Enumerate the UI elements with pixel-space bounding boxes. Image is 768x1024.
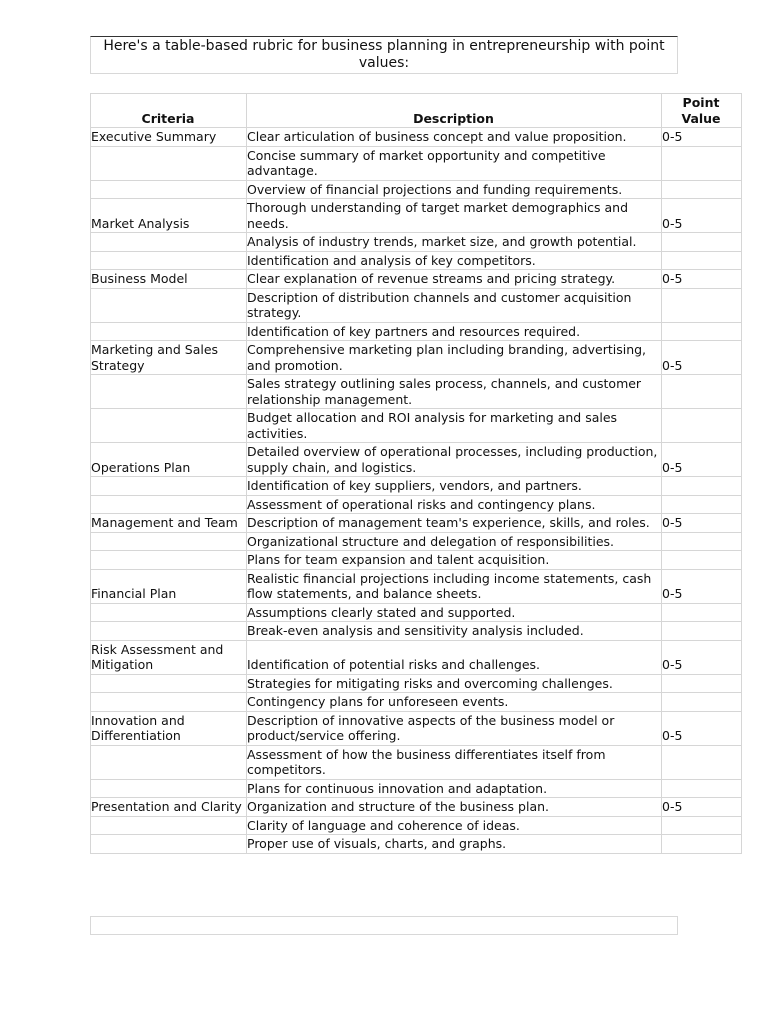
point-value-cell: 0-5 bbox=[662, 270, 742, 289]
page-title: Here's a table-based rubric for business planning in entrepreneurship with point values: bbox=[90, 36, 678, 74]
description-cell: Overview of financial projections and funding requirements. bbox=[247, 180, 662, 199]
table-row bbox=[91, 551, 742, 570]
description-cell: Budget allocation and ROI analysis for marketing and sales activities. bbox=[247, 409, 662, 443]
table-header-row bbox=[91, 94, 742, 128]
table-row bbox=[91, 251, 742, 270]
description-cell: Identification of key partners and resources required. bbox=[247, 322, 662, 341]
criteria-cell: Business Model bbox=[91, 270, 247, 289]
table-row bbox=[91, 779, 742, 798]
table-row bbox=[91, 341, 742, 375]
header-point-value: Point Value bbox=[662, 94, 742, 128]
point-value-cell: 0-5 bbox=[662, 711, 742, 745]
criteria-cell: Risk Assessment and Mitigation bbox=[91, 640, 247, 674]
criteria-cell bbox=[91, 693, 247, 712]
description-cell: Proper use of visuals, charts, and graphs. bbox=[247, 835, 662, 854]
point-value-cell: 0-5 bbox=[662, 569, 742, 603]
table-row bbox=[91, 816, 742, 835]
point-value-cell bbox=[662, 375, 742, 409]
table-row bbox=[91, 288, 742, 322]
criteria-cell bbox=[91, 375, 247, 409]
table-row bbox=[91, 532, 742, 551]
table-row bbox=[91, 233, 742, 252]
description-cell: Plans for team expansion and talent acquisition. bbox=[247, 551, 662, 570]
description-cell: Strategies for mitigating risks and overcoming challenges. bbox=[247, 674, 662, 693]
table-row bbox=[91, 443, 742, 477]
point-value-cell: 0-5 bbox=[662, 640, 742, 674]
description-cell: Plans for continuous innovation and adaptation. bbox=[247, 779, 662, 798]
criteria-cell bbox=[91, 495, 247, 514]
table-row bbox=[91, 514, 742, 533]
table-row bbox=[91, 569, 742, 603]
rubric-table bbox=[90, 93, 742, 854]
table-row bbox=[91, 640, 742, 674]
description-cell: Assumptions clearly stated and supported. bbox=[247, 603, 662, 622]
criteria-cell: Innovation and Differentiation bbox=[91, 711, 247, 745]
description-cell: Thorough understanding of target market demographics and needs. bbox=[247, 199, 662, 233]
criteria-cell bbox=[91, 251, 247, 270]
criteria-cell: Financial Plan bbox=[91, 569, 247, 603]
rubric-body bbox=[91, 128, 742, 854]
description-cell: Description of innovative aspects of the business model or product/service offering. bbox=[247, 711, 662, 745]
point-value-cell: 0-5 bbox=[662, 341, 742, 375]
point-value-cell: 0-5 bbox=[662, 443, 742, 477]
point-value-cell bbox=[662, 779, 742, 798]
criteria-cell bbox=[91, 477, 247, 496]
table-row bbox=[91, 798, 742, 817]
table-row bbox=[91, 674, 742, 693]
criteria-cell bbox=[91, 233, 247, 252]
point-value-cell bbox=[662, 603, 742, 622]
criteria-cell bbox=[91, 322, 247, 341]
criteria-cell: Marketing and Sales Strategy bbox=[91, 341, 247, 375]
description-cell: Comprehensive marketing plan including branding, advertising, and promotion. bbox=[247, 341, 662, 375]
criteria-cell bbox=[91, 674, 247, 693]
table-row bbox=[91, 603, 742, 622]
description-cell: Organizational structure and delegation of responsibilities. bbox=[247, 532, 662, 551]
criteria-cell bbox=[91, 551, 247, 570]
description-cell: Description of management team's experience, skills, and roles. bbox=[247, 514, 662, 533]
criteria-cell bbox=[91, 180, 247, 199]
table-row bbox=[91, 409, 742, 443]
description-cell: Realistic financial projections including income statements, cash flow statements, and balance sheets. bbox=[247, 569, 662, 603]
point-value-cell bbox=[662, 745, 742, 779]
point-value-cell bbox=[662, 251, 742, 270]
table-row bbox=[91, 199, 742, 233]
point-value-cell bbox=[662, 233, 742, 252]
point-value-cell bbox=[662, 409, 742, 443]
point-value-cell bbox=[662, 693, 742, 712]
point-value-cell bbox=[662, 816, 742, 835]
point-value-cell bbox=[662, 146, 742, 180]
table-row bbox=[91, 322, 742, 341]
criteria-cell bbox=[91, 816, 247, 835]
table-row bbox=[91, 693, 742, 712]
point-value-cell bbox=[662, 477, 742, 496]
criteria-cell: Executive Summary bbox=[91, 128, 247, 147]
header-description: Description bbox=[247, 94, 662, 128]
description-cell: Identification of potential risks and challenges. bbox=[247, 640, 662, 674]
description-cell: Identification of key suppliers, vendors, and partners. bbox=[247, 477, 662, 496]
table-row bbox=[91, 622, 742, 641]
point-value-cell bbox=[662, 622, 742, 641]
table-row bbox=[91, 270, 742, 289]
criteria-cell bbox=[91, 779, 247, 798]
table-row bbox=[91, 128, 742, 147]
table-row bbox=[91, 146, 742, 180]
point-value-cell bbox=[662, 551, 742, 570]
table-row bbox=[91, 495, 742, 514]
criteria-cell bbox=[91, 288, 247, 322]
table-row bbox=[91, 375, 742, 409]
description-cell: Contingency plans for unforeseen events. bbox=[247, 693, 662, 712]
criteria-cell bbox=[91, 745, 247, 779]
table-row bbox=[91, 477, 742, 496]
table-row bbox=[91, 711, 742, 745]
point-value-cell bbox=[662, 835, 742, 854]
point-value-cell bbox=[662, 532, 742, 551]
criteria-cell bbox=[91, 622, 247, 641]
footer-box bbox=[90, 916, 678, 935]
description-cell: Detailed overview of operational processes, including production, supply chain, and logistics. bbox=[247, 443, 662, 477]
description-cell: Description of distribution channels and customer acquisition strategy. bbox=[247, 288, 662, 322]
description-cell: Identification and analysis of key competitors. bbox=[247, 251, 662, 270]
point-value-cell bbox=[662, 288, 742, 322]
point-value-cell: 0-5 bbox=[662, 199, 742, 233]
criteria-cell: Management and Team bbox=[91, 514, 247, 533]
criteria-cell: Market Analysis bbox=[91, 199, 247, 233]
description-cell: Assessment of operational risks and contingency plans. bbox=[247, 495, 662, 514]
criteria-cell: Operations Plan bbox=[91, 443, 247, 477]
point-value-cell: 0-5 bbox=[662, 128, 742, 147]
table-row bbox=[91, 745, 742, 779]
description-cell: Break-even analysis and sensitivity analysis included. bbox=[247, 622, 662, 641]
description-cell: Clarity of language and coherence of ideas. bbox=[247, 816, 662, 835]
header-criteria: Criteria bbox=[91, 94, 247, 128]
description-cell: Clear articulation of business concept and value proposition. bbox=[247, 128, 662, 147]
point-value-cell: 0-5 bbox=[662, 514, 742, 533]
description-cell: Clear explanation of revenue streams and pricing strategy. bbox=[247, 270, 662, 289]
criteria-cell bbox=[91, 409, 247, 443]
description-cell: Assessment of how the business differentiates itself from competitors. bbox=[247, 745, 662, 779]
description-cell: Analysis of industry trends, market size, and growth potential. bbox=[247, 233, 662, 252]
criteria-cell bbox=[91, 603, 247, 622]
point-value-cell bbox=[662, 322, 742, 341]
table-row bbox=[91, 835, 742, 854]
point-value-cell bbox=[662, 180, 742, 199]
description-cell: Organization and structure of the business plan. bbox=[247, 798, 662, 817]
criteria-cell bbox=[91, 532, 247, 551]
description-cell: Sales strategy outlining sales process, channels, and customer relationship management. bbox=[247, 375, 662, 409]
criteria-cell bbox=[91, 146, 247, 180]
point-value-cell bbox=[662, 674, 742, 693]
point-value-cell bbox=[662, 495, 742, 514]
description-cell: Concise summary of market opportunity and competitive advantage. bbox=[247, 146, 662, 180]
table-row bbox=[91, 180, 742, 199]
criteria-cell: Presentation and Clarity bbox=[91, 798, 247, 817]
criteria-cell bbox=[91, 835, 247, 854]
point-value-cell: 0-5 bbox=[662, 798, 742, 817]
